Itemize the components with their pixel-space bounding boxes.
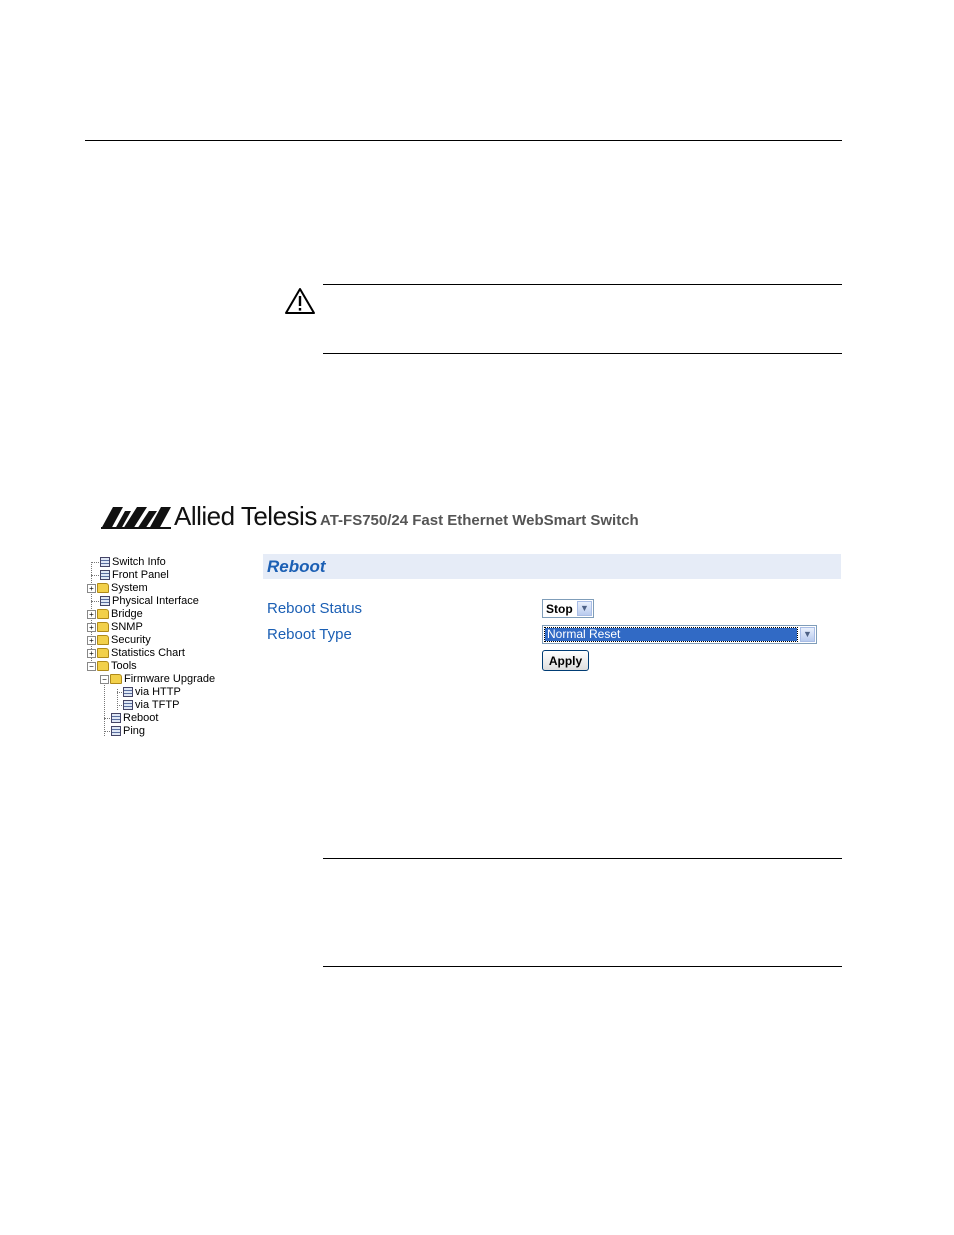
folder-icon [97,635,109,645]
reboot-type-select[interactable] [542,625,817,644]
expand-plus-icon[interactable]: + [87,610,96,619]
tree-item-label: Front Panel [112,569,169,581]
tree-item-label: via HTTP [135,686,181,698]
expand-plus-icon[interactable]: + [87,584,96,593]
tree-item-firmware-upgrade[interactable] [100,673,215,686]
tree-branch [91,562,99,563]
chevron-down-icon[interactable]: ▼ [577,601,592,616]
tree-item-label: Switch Info [112,556,166,568]
tree-item-label: Physical Interface [112,595,199,607]
tree-item-tools[interactable] [87,660,137,673]
tree-item-label: Reboot [123,712,159,724]
product-title: AT-FS750/24 Fast Ethernet WebSmart Switch [320,512,639,529]
tree-item-label: Security [111,634,151,646]
tree-branch [117,705,122,706]
expand-plus-icon[interactable]: + [87,649,96,658]
panel-header [263,554,841,579]
note-top-rule [323,858,842,859]
reboot-type-value: Normal Reset [545,628,797,641]
page-icon [111,713,121,723]
note-bottom-rule [323,966,842,967]
tree-item-via-tftp[interactable] [117,699,179,712]
tree-item-via-http[interactable] [117,686,181,699]
tree-item-label: via TFTP [135,699,180,711]
collapse-minus-icon[interactable]: − [87,662,96,671]
collapse-minus-icon[interactable]: − [100,675,109,684]
tree-item-label: SNMP [111,621,143,633]
tree-item-bridge[interactable] [87,608,143,621]
tree-item-reboot[interactable] [104,712,158,725]
tree-item-ping[interactable] [104,725,145,738]
tree-item-label: Ping [123,725,146,737]
tree-item-physical-interface[interactable] [91,595,199,608]
tree-branch [91,601,99,602]
tree-item-switch-info[interactable] [91,556,166,569]
caution-top-rule [323,284,842,285]
tree-branch [91,575,99,576]
allied-telesis-logo-mark [101,507,171,529]
reboot-status-label: Reboot Status [267,600,363,617]
folder-icon [97,622,109,632]
page-icon [111,726,121,736]
brand-name: Allied Telesis [174,501,317,531]
tree-branch [104,731,110,732]
reboot-type-label: Reboot Type [267,626,352,643]
caution-bottom-rule [323,353,842,354]
apply-button[interactable]: Apply [542,650,589,671]
chevron-down-icon[interactable]: ▼ [800,627,815,642]
reboot-status-value: Stop [546,602,573,616]
tree-branch [117,692,122,693]
panel-title: Reboot [267,557,326,576]
tree-item-label: Firmware Upgrade [124,673,216,685]
page-icon [100,596,110,606]
tree-item-label: Bridge [111,608,143,620]
tree-item-snmp[interactable] [87,621,143,634]
page-icon [123,700,133,710]
tree-item-front-panel[interactable] [91,569,169,582]
folder-icon [97,609,109,619]
tree-item-statistics-chart[interactable] [87,647,185,660]
tree-item-label: Tools [111,660,137,672]
tree-branch [104,718,110,719]
tree-item-label: Statistics Chart [111,647,185,659]
page-icon [100,570,110,580]
folder-icon [97,583,109,593]
tree-item-label: System [111,582,148,594]
expand-plus-icon[interactable]: + [87,623,96,632]
open-folder-icon [97,661,109,671]
tree-item-system[interactable] [87,582,148,595]
open-folder-icon [110,674,122,684]
folder-icon [97,648,109,658]
page-icon [100,557,110,567]
tree-item-security[interactable] [87,634,151,647]
reboot-status-select[interactable] [542,599,594,618]
expand-plus-icon[interactable]: + [87,636,96,645]
page-top-rule [85,140,842,141]
page-icon [123,687,133,697]
warning-triangle-icon [284,287,316,315]
